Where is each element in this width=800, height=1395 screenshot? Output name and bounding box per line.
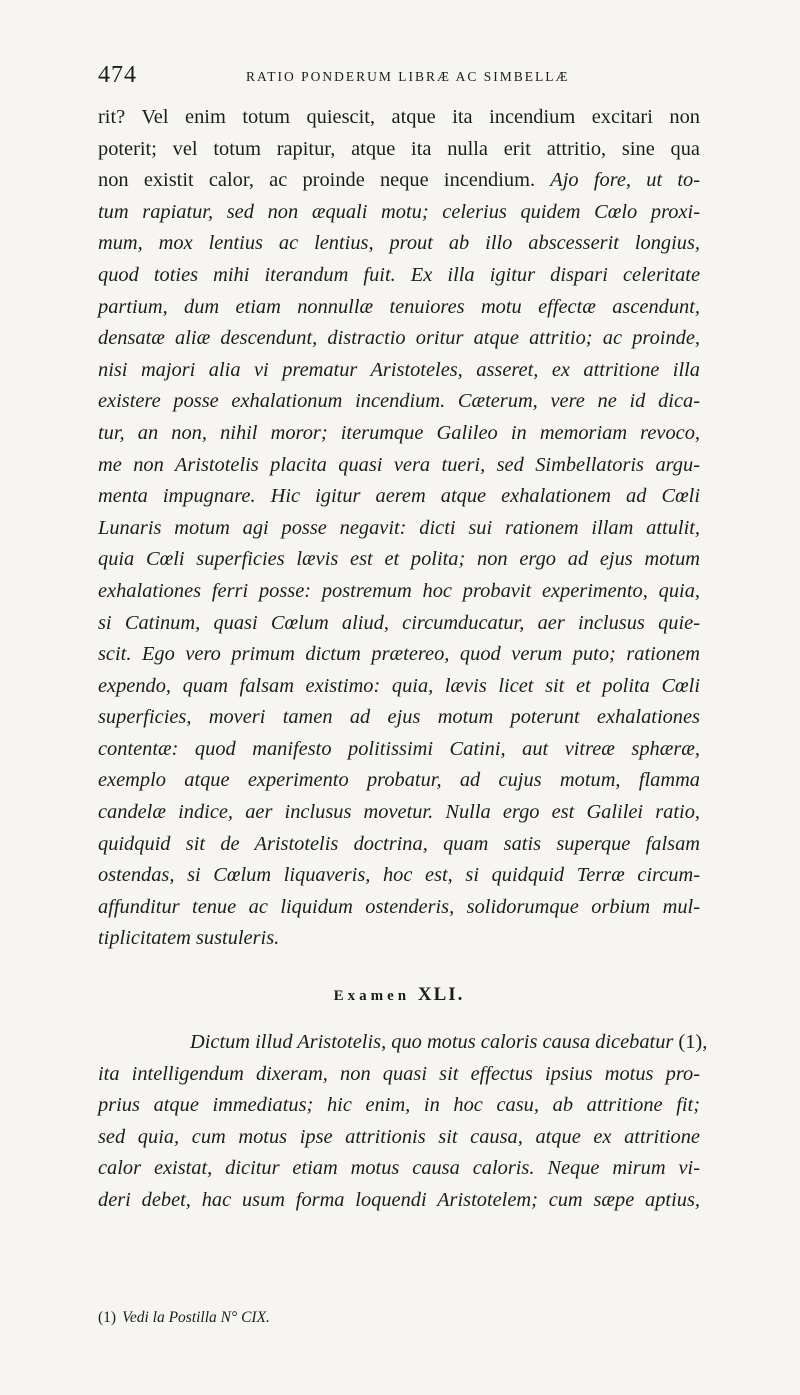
text-line xyxy=(98,197,700,229)
page-header xyxy=(98,62,698,92)
text-line xyxy=(98,292,700,324)
text-segment: tum rapiatur, sed non æquali motu; celerius quidem Cœlo proxi- xyxy=(98,200,700,223)
text-segment: quod toties mihi iterandum fuit. Ex illa igitur dispari celeritate xyxy=(98,263,700,286)
text-segment: ostendas, si Cœlum liquaveris, hoc est, si quidquid Terræ circum- xyxy=(98,864,700,887)
footnote-mark: (1) xyxy=(98,1309,117,1326)
text-segment: deri debet, hac usum forma loquendi Aristotelem; cum sæpe aptius, xyxy=(98,1189,700,1211)
text-segment: exemplo atque experimento probatur, ad cujus motum, flamma xyxy=(98,769,700,792)
text-line xyxy=(98,576,700,608)
text-line xyxy=(98,1153,700,1185)
text-line xyxy=(98,829,700,861)
text-segment: densatæ aliæ descendunt, distractio oritur atque attritio; ac proinde, xyxy=(98,327,700,350)
text-segment: expendo, quam falsam existimo: quia, lævis licet sit et polita Cœli xyxy=(98,674,700,697)
text-segment: ita intelligendum dixeram, non quasi sit effectus ipsius motus pro- xyxy=(98,1062,700,1085)
text-segment: existere posse exhalationum incendium. Cæterum, vere ne id dica- xyxy=(98,390,700,413)
text-segment: sed quia, cum motus ipse attritionis sit causa, atque ex attritione xyxy=(98,1125,700,1148)
text-segment: Ajo fore, ut to- xyxy=(550,169,700,192)
paragraph-2 xyxy=(98,1027,708,1217)
text-line xyxy=(98,797,700,829)
text-segment: poterit; vel totum rapitur, atque ita nulla erit attritio, sine qua xyxy=(98,137,700,160)
text-segment: prius atque immediatus; hic enim, in hoc casu, ab attritione fit; xyxy=(98,1094,700,1117)
text-line xyxy=(98,1122,700,1154)
text-segment: Dictum illud Aristotelis, quo motus caloris causa dicebatur xyxy=(190,1031,679,1054)
text-segment: calor existat, dicitur etiam motus causa caloris. Neque mirum vi- xyxy=(98,1157,700,1180)
text-line xyxy=(98,355,700,387)
text-line xyxy=(98,134,700,166)
text-line xyxy=(98,481,700,513)
text-segment: Lunaris motum agi posse negavit: dicti sui rationem illam attulit, xyxy=(98,516,700,539)
text-line xyxy=(98,1027,708,1059)
body-text xyxy=(98,102,708,1217)
text-line xyxy=(98,260,700,292)
text-segment: quia Cœli superficies lævis est et polita; non ergo ad ejus motum xyxy=(98,548,700,571)
text-line xyxy=(98,892,700,924)
text-line xyxy=(98,923,700,955)
text-line xyxy=(98,702,700,734)
text-line xyxy=(98,228,700,260)
text-segment: tiplicitatem sustuleris. xyxy=(98,927,280,950)
text-segment: si Catinum, quasi Cœlum aliud, circumducatur, aer inclusus quie- xyxy=(98,611,700,634)
text-segment: non existit calor, ac proinde neque incendium. xyxy=(98,169,551,192)
text-line xyxy=(98,165,700,197)
text-line xyxy=(98,1059,700,1091)
text-line xyxy=(98,323,700,355)
text-segment: tur, an non, nihil moror; iterumque Galileo in memoriam revoco, xyxy=(98,421,700,444)
text-segment: nisi majori alia vi prematur Aristoteles, asseret, ex attritione illa xyxy=(98,358,700,381)
text-segment: rit? Vel enim totum quiescit, atque ita incendium excitari non xyxy=(98,106,700,128)
text-segment: candelæ indice, aer inclusus movetur. Nulla ergo est Galilei ratio, xyxy=(98,801,700,824)
text-line xyxy=(98,1090,700,1122)
text-segment: contentæ: quod manifesto politissimi Catini, aut vitreæ sphæræ, xyxy=(98,737,700,760)
text-line xyxy=(98,102,700,134)
text-segment: scit. Ego vero primum dictum prætereo, quod verum puto; rationem xyxy=(98,643,700,666)
text-segment: mum, mox lentius ac lentius, prout ab illo abscesserit longius, xyxy=(98,232,700,255)
text-segment: me non Aristotelis placita quasi vera tueri, sed Simbellatoris argu- xyxy=(98,453,700,476)
text-line xyxy=(98,513,700,545)
text-line xyxy=(98,386,700,418)
text-line xyxy=(98,608,700,640)
running-head: RATIO PONDERUM LIBRÆ AC SIMBELLÆ xyxy=(246,69,570,84)
text-line xyxy=(98,418,700,450)
text-segment: partium, dum etiam nonnullæ tenuiores motu effectæ ascendunt, xyxy=(98,295,700,318)
text-line xyxy=(98,860,700,892)
section-heading-word: Examen xyxy=(333,988,411,1005)
text-line xyxy=(98,671,700,703)
text-segment: menta impugnare. Hic igitur aerem atque exhalationem ad Cœli xyxy=(98,485,700,508)
paragraph-1 xyxy=(98,102,700,955)
footnote-text: Vedi la Postilla N° CIX. xyxy=(122,1309,270,1326)
text-line xyxy=(98,450,700,482)
text-segment: superficies, moveri tamen ad ejus motum poterunt exhalationes xyxy=(98,706,700,729)
text-line xyxy=(98,639,700,671)
text-segment: (1), xyxy=(678,1031,708,1054)
text-line xyxy=(98,765,700,797)
text-segment: affunditur tenue ac liquidum ostenderis, solidorumque orbium mul- xyxy=(98,895,700,918)
text-segment: quidquid sit de Aristotelis doctrina, quam satis superque falsam xyxy=(98,832,700,855)
text-line xyxy=(98,1185,700,1217)
text-line xyxy=(98,734,700,766)
text-line xyxy=(98,544,700,576)
text-segment: exhalationes ferri posse: postremum hoc probavit experimento, quia, xyxy=(98,579,700,602)
section-heading xyxy=(98,969,700,1021)
section-heading-number: XLI. xyxy=(417,984,465,1006)
page-number: 474 xyxy=(98,62,137,88)
footnote xyxy=(98,1309,270,1327)
